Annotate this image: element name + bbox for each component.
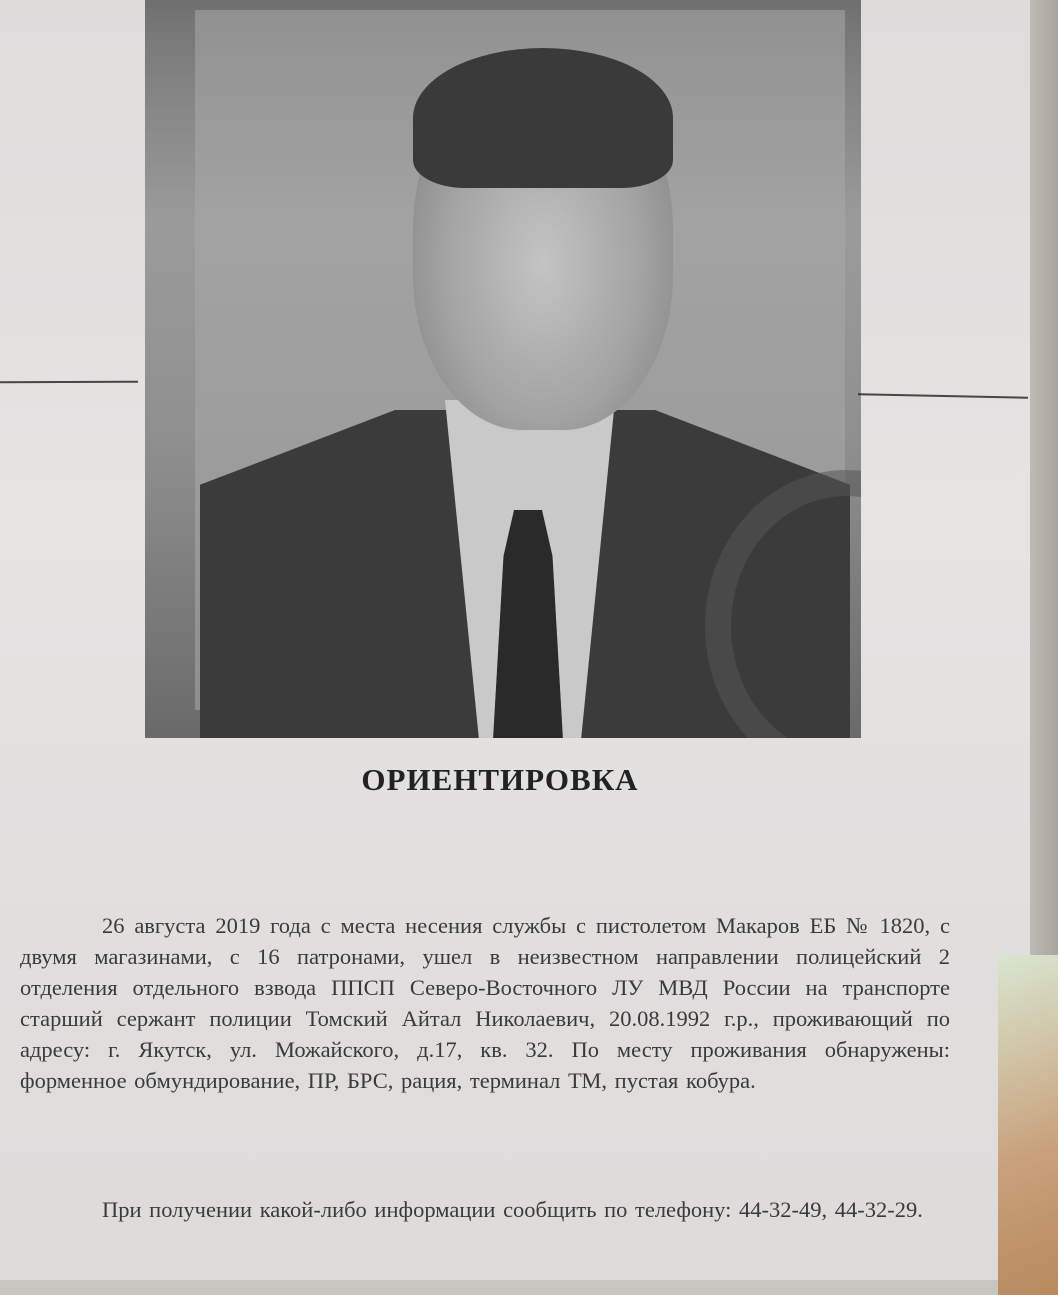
contact-paragraph: При получении какой-либо информации сообщить по телефону: 44-32-49, 44-32-29. <box>102 1196 923 1222</box>
notice-paragraph: 26 августа 2019 года с места несения службы с пистолетом Макаров ЕБ № 1820, с двумя магазинами, с 16 патронами, ушел в неизвестном направлении полицейский 2 отделения отдельного взвода ППСП Северо-Восточного ЛУ МВД России на транспорте старший сержант полиции Томский Айтал Николаевич, 20.08.1992 г.р., проживающий по адресу: г. Якутск, ул. Можайского, д.17, кв. 32. По месту проживания обнаружены: форменное обмундирование, ПР, БРС, рация, терминал ТМ, пустая кобура. <box>20 912 950 1093</box>
portrait-photo <box>145 0 861 738</box>
background-sheet <box>998 955 1058 1295</box>
document-title: ОРИЕНТИРОВКА <box>361 762 639 797</box>
fold-line-left <box>0 381 138 383</box>
portrait-hair <box>413 48 673 188</box>
fold-line-right <box>858 393 1028 399</box>
